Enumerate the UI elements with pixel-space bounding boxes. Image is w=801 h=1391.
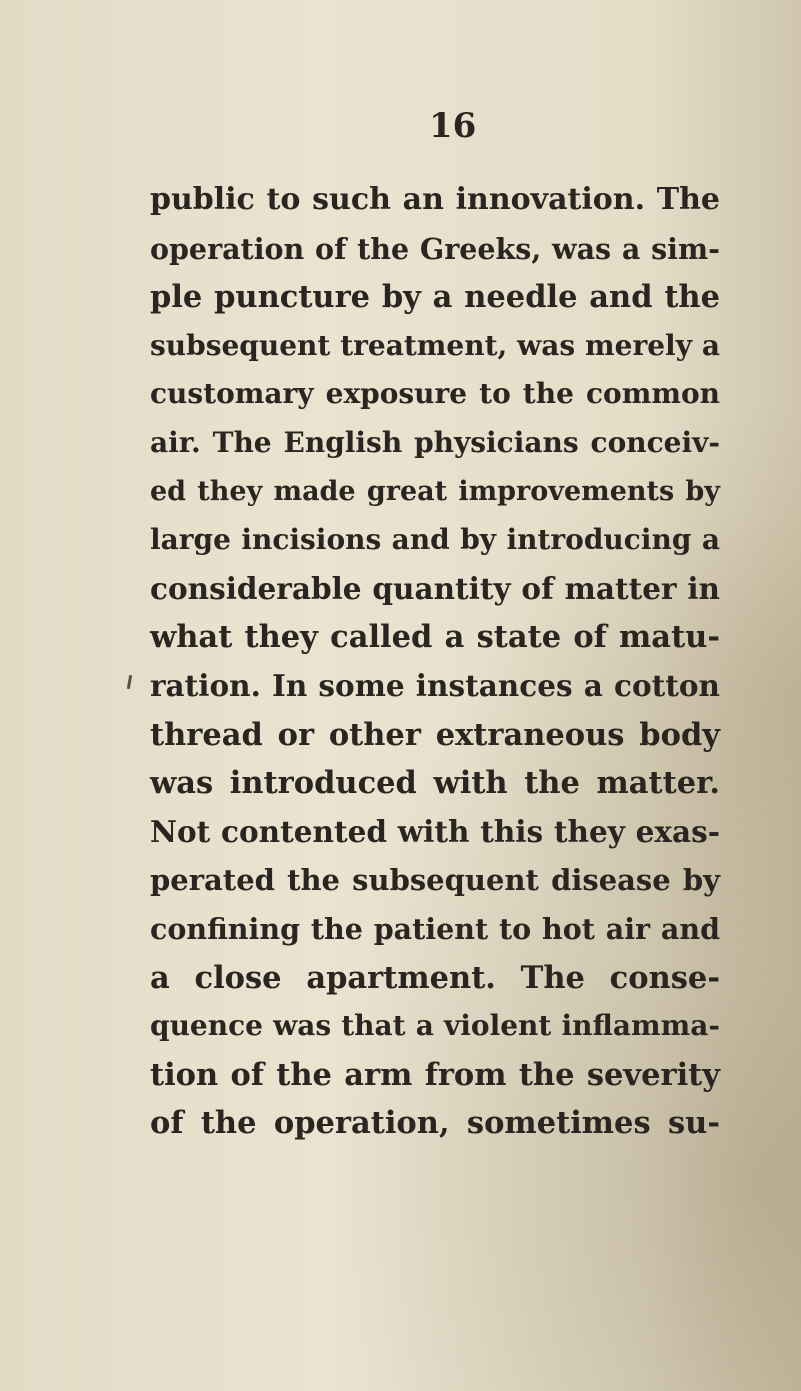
text-line: quence was that a violent inflamma- [150, 1009, 720, 1043]
text-line: what they called a state of matu- [150, 619, 720, 656]
text-line: ration. In some instances a cotton [150, 667, 720, 703]
text-line: large incisions and by introducing a [150, 523, 720, 557]
margin-mark [127, 675, 132, 689]
page-number: 16 [429, 106, 477, 146]
text-line: perated the subsequent disease by [150, 863, 720, 898]
text-line: ed they made great improvements by [150, 475, 720, 507]
text-line: thread or other extraneous body [150, 716, 720, 753]
text-line: Not contented with this they exas- [150, 813, 720, 849]
text-line: confining the patient to hot air and [150, 911, 720, 946]
text-line: was introduced with the matter. [150, 765, 720, 802]
text-line: tion of the arm from the severity [150, 1056, 720, 1093]
text-line: considerable quantity of matter in [150, 570, 720, 606]
text-line: of the operation, sometimes su- [150, 1105, 720, 1142]
text-line: customary exposure to the common [150, 377, 720, 411]
text-line: public to such an innovation. The [150, 182, 720, 217]
text-line: air. The English physicians conceiv- [150, 425, 720, 459]
body-text [150, 176, 720, 1148]
text-line: operation of the Greeks, was a sim- [150, 231, 720, 266]
text-line: a close apartment. The conse- [150, 959, 720, 996]
text-line: subsequent treatment, was merely a [150, 328, 720, 362]
text-line: ple puncture by a needle and the [150, 279, 720, 316]
